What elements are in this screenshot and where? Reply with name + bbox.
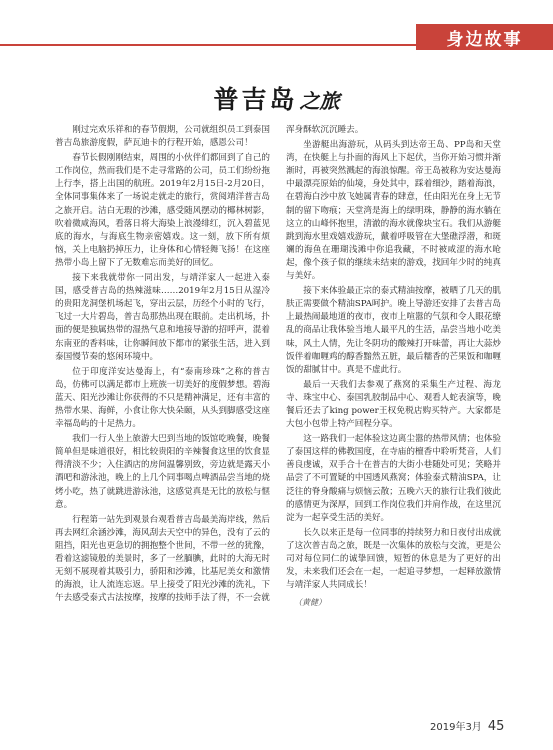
article-title	[0, 80, 553, 116]
issue-date: 2019年3月	[430, 722, 482, 733]
paragraph: 春节长假刚刚结束，周围的小伙伴们都回到了自己的工作岗位，然而我们是不走寻常路的公司，员工们纷纷拖上行李，搭上出国的航班。2019年2月15日-2月20日，全体同事集体来了一场说走就走的旅行，赏阅靖洋普吉岛之旅开启。洁白无瑕的沙滩，感受随风摆动的椰林树影，吹着微咸海风，看落日将大海染上浪漫绯红，沉入碧蓝见底的海水，与海底生物亲密嬉戏。这一刻，放下所有烦恼，关上电脑扔掉压力，让身体和心情轻舞飞扬！在这座热带小岛上留下了无数难忘而美好的回忆。	[55, 153, 270, 268]
page-footer	[430, 718, 504, 734]
paragraph: 这一路我们一起体验这边离尘嚣的热带风情；也体验了泰国这样的佛教国度，在寺庙的檀香中聆听梵音，人们善良虔诚，双手合十在普吉的大街小巷随处可见；笑略并品尝了不可置疑的中国透风燕窝；体验泰式精油SPA，让泛往的脊身酸痛与烦恼云散；五晚六天的旅行让我们彼此的感情更为深厚，回到工作岗位我们并肩作战，在这里沉淀为一起享受生活的美好。	[286, 434, 501, 523]
author-credit: （黄健）	[294, 598, 326, 608]
title-main: 普吉岛	[213, 85, 298, 114]
paragraph: 长久以来正是每一位同事的持续努力和日夜付出成就了这次普吉岛之旅，既是一次集体的放松与交流，更是公司对每位同仁的诚挚回馈，短暂的休息是为了更好的出发，未来我们还会在一起，一起追寻梦想，一起释放激情与靖洋家人共同成长！	[286, 527, 501, 591]
paragraph: 浑身酥软沉沉睡去。	[286, 125, 364, 135]
right-column	[286, 124, 501, 609]
title-tail: 之旅	[299, 89, 340, 113]
left-column	[55, 124, 270, 607]
page-number: 45	[487, 719, 505, 734]
paragraph: 最后一天我们去参观了燕窝的采集生产过程、海龙寺、珠宝中心、泰国乳胶制品中心、观看人蛇表演等，晚餐后还去了king power王权免税店购买特产。大家都是大包小包带上特产回程分享。	[286, 379, 501, 430]
paragraph: 刚过完欢乐祥和的春节假期，公司就组织员工到泰国普吉岛旅游度假，萨瓦迪卡的行程开始，感恩公司！	[55, 125, 270, 149]
section-tag: 身边故事	[416, 24, 553, 50]
paragraph: 接下来我就带你一同出发，与靖洋家人一起进入泰国，感受普吉岛的热辣滋味……2019年2月15日从湿冷的贵阳龙洞堡机场起飞，穿出云层，历经个小时的飞行，飞过一大片碧岛，普吉岛那热出现在眼前。走出机场，扑面的便是独属热带的湿热气息和地接导游的招呼声，混着东南亚的香料味，让你瞬间放下都市的紧张生活，进入到泰国慢节奏的悠闲环境中。	[55, 273, 270, 362]
paragraph: 接下来体验最正宗的泰式精油按摩，被晒了几天的肌肤正需要做个精油SPA呵护。晚上导游还安排了去普吉岛上最热闹最地道的夜市，夜市上喧嚣的气氛和令人眼花缭乱的商品让我体验当地人最平凡的生活，品尝当地小吃美味，风土人情，先让冬阴功的酸辣打开味蕾，再让大蒜炒饭伴着咖喱鸡的醇香黯然五脏，最后糯香的芒果饭和咖喱饭的甜腻甘中。真是不虚此行。	[286, 286, 501, 375]
paragraph: 位于印度洋安达曼海上，有“泰南珍珠”之称的普吉岛，仿佛可以满足都市上班族一切美好的度假梦想。碧海蓝天、阳光沙滩让你获得的不只是精神满足，还有丰富的热带水果、海鲜，小食让你大快朵颐，从头到脚感受这座幸福岛屿的十足热力。	[55, 366, 270, 430]
paragraph: 行程第一站先到观景台观看普吉岛最美海岸线，然后再去网红余涵沙滩，海风刮去天空中的异色，没有了云的阻挡，阳光也更急切的拥抱整个世间，不带一丝的犹豫，看着这滤镜般的美景时，多了一丝腼腆，此时的大海无时无刻不展现着其吸引力，骄阳和沙滩，比基尼美女和激情的海浪，让人流连忘返。早上接受了阳光沙滩的洗礼，下午去感受泰式古法按摩，按摩的技师手法了得，不一会就	[55, 514, 270, 604]
paragraph: 坐游艇出海游玩，从码头到达帝王岛、PP岛和天堂湾，在快艇上与扑面的海风上下起伏，当你开始习惯并渐渐时，再被突然溅起的海浪惊醒。帝王岛被称为安达曼海中最漂亮原始的仙境，身处其中，踩着细沙，踏着海浪，在碧海白沙中放飞她属青春的肆意，任由阳光在身上无节制的留下吻痕；天堂湾是海上的绿明珠，静静的海水躺在这立的山峰怀抱里，清澈的海水就像块宝石。我们从游艇跳到海水里戏嬉戏游玩，戴着呼吸管在大堡礁浮潜，和斑斓的海鱼在珊瑚浅滩中你追我藏，不时被咸涩的海水呛起，像个孩子似的继续未结束的游戏，找回年少时的纯真与美好。	[286, 140, 501, 282]
paragraph: 我们一行人坐上旅游大巴到当地的饭馆吃晚餐，晚餐简单但是味道很好，相比较贵阳的辛辣餐食这里的饮食显得清淡不少；入住酒店的房间温馨别致，旁边就是露天小酒吧和游泳池，晚上的上几个同事喝点啤酒品尝当地的烧烤小吃，热了就跳进游泳池，这感觉真是无比的放松与惬意。	[55, 434, 270, 510]
